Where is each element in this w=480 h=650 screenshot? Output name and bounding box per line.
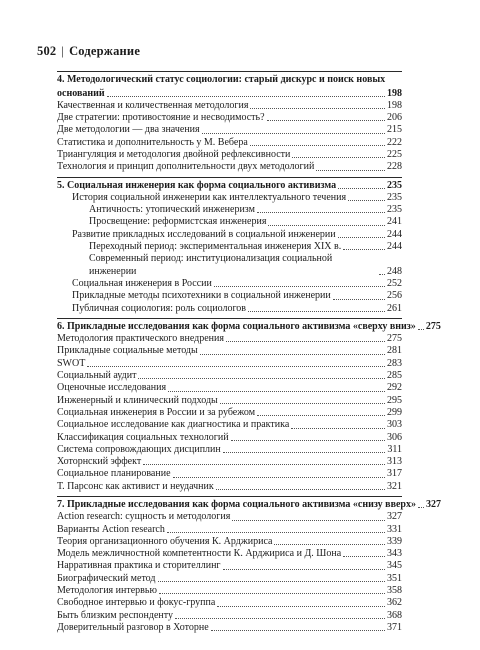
toc-entry[interactable]	[57, 419, 402, 431]
toc-entry[interactable]	[57, 204, 402, 216]
toc-entry[interactable]	[57, 395, 402, 407]
toc-entry-title: История социальной инженерии как интеллектуального течения	[72, 191, 347, 203]
toc-entry-title: Нарративная практика и сторителлинг	[57, 560, 221, 572]
toc-page-number: 313	[387, 456, 402, 468]
toc-page-number: 321	[387, 480, 402, 492]
toc-entry[interactable]	[57, 444, 402, 456]
dot-leader	[248, 311, 385, 312]
toc-entry[interactable]	[57, 100, 402, 112]
toc-page-number: 228	[387, 161, 402, 173]
toc-entry[interactable]	[57, 370, 402, 382]
dot-leader	[202, 133, 385, 134]
toc-entry[interactable]	[57, 622, 402, 634]
dot-leader	[232, 520, 385, 521]
toc-page-number: 285	[387, 370, 402, 382]
toc-page-number: 261	[387, 302, 402, 314]
running-head	[37, 44, 140, 59]
dot-leader	[217, 606, 385, 607]
toc-entry-title: Быть близким респонденту	[57, 609, 174, 621]
toc-entry[interactable]	[57, 407, 402, 419]
dot-leader	[220, 403, 385, 404]
toc-entry-title: Социальная инженерия в России и за рубежом	[57, 406, 256, 418]
dot-leader	[173, 477, 385, 478]
toc-entry[interactable]	[57, 216, 402, 228]
toc-entry-title: Социальное исследование как диагностика и практика	[57, 419, 290, 431]
toc-chapter-section	[57, 71, 402, 174]
toc-page-number: 327	[425, 499, 441, 510]
toc-entry-title: Теория организационного обучения К. Арджириса	[57, 535, 273, 547]
dot-leader	[268, 225, 385, 226]
toc-page-number: 362	[387, 597, 402, 609]
toc-entry[interactable]	[57, 610, 402, 622]
dot-leader	[348, 200, 385, 201]
toc-entry[interactable]	[57, 137, 402, 149]
toc-page-number: 222	[387, 136, 402, 148]
dot-leader	[316, 170, 385, 171]
toc-page-number: 331	[387, 523, 402, 535]
dot-leader	[343, 556, 385, 557]
toc-page-number: 283	[387, 357, 402, 369]
toc-chapter-entry[interactable]	[57, 88, 402, 100]
toc-entry[interactable]	[57, 536, 402, 548]
toc-entry[interactable]	[57, 382, 402, 394]
toc-entry-title: Технология и принцип дополнительности двух методологий	[57, 161, 315, 173]
toc-page-number: 368	[387, 609, 402, 621]
toc-entry-title: Варианты Action research	[57, 523, 165, 535]
toc-page-number: 244	[387, 241, 402, 253]
toc-page-number: 256	[387, 290, 402, 302]
toc-page-number: 206	[387, 112, 402, 124]
toc-entry[interactable]	[57, 192, 402, 204]
toc-entry[interactable]	[57, 548, 402, 560]
dot-leader	[250, 145, 385, 146]
dot-leader	[158, 581, 386, 582]
dot-leader	[200, 354, 385, 355]
toc-entry-title: Классификация социальных технологий	[57, 431, 229, 443]
table-of-contents	[57, 71, 441, 637]
dot-leader	[223, 452, 386, 453]
toc-entry[interactable]	[57, 456, 402, 468]
toc-page-number: 235	[387, 204, 402, 216]
dot-leader	[379, 274, 385, 275]
toc-entry-title: Биографический метод	[57, 572, 156, 584]
toc-chapter-section	[57, 496, 441, 634]
toc-page-number: 215	[387, 124, 402, 136]
toc-entry[interactable]	[57, 124, 402, 136]
dot-leader	[343, 249, 385, 250]
toc-entry[interactable]	[57, 597, 402, 609]
toc-entry[interactable]	[57, 149, 402, 161]
dot-leader	[168, 391, 385, 392]
toc-entry[interactable]	[57, 345, 402, 357]
toc-chapter-section	[57, 177, 402, 315]
toc-entry-title: Триангуляция и методология двойной рефлексивности	[57, 148, 291, 160]
toc-page-number: 241	[387, 216, 402, 228]
toc-entry-title: Модель межличностной компетентности К. Арджириса и Д. Шона	[57, 548, 342, 560]
toc-entry[interactable]	[57, 241, 402, 253]
toc-entry[interactable]	[57, 303, 402, 315]
toc-page-number: 339	[387, 535, 402, 547]
dot-leader	[167, 532, 385, 533]
toc-page-number: 311	[387, 443, 402, 455]
toc-page-number: 281	[387, 345, 402, 357]
dot-leader	[223, 569, 385, 570]
running-title: Содержание	[69, 44, 141, 58]
dot-leader	[211, 630, 385, 631]
toc-entry-title: Просвещение: реформистская инженерия	[89, 216, 267, 228]
toc-page-number: 358	[387, 585, 402, 597]
dot-leader	[333, 299, 385, 300]
toc-entry-title: Качественная и количественная методология	[57, 99, 249, 111]
toc-entry-title: Т. Парсонс как активист и неудачник	[57, 480, 214, 492]
dot-leader	[418, 329, 424, 330]
toc-entry-title: Античность: утопический инженеризм	[89, 204, 255, 216]
dot-leader	[418, 507, 424, 508]
toc-page-number: 275	[387, 333, 402, 345]
toc-entry-title: Оценочные исследования	[57, 382, 167, 394]
toc-page-number: 225	[387, 148, 402, 160]
dot-leader	[257, 212, 385, 213]
toc-entry-title: Социальное планирование	[57, 468, 171, 480]
toc-page-number: 343	[387, 548, 402, 560]
toc-entry-title: Развитие прикладных исследований в социальной инженерии	[72, 228, 336, 240]
toc-entry-title: Хоторнский эффект	[57, 456, 142, 468]
toc-chapter-entry[interactable]	[57, 320, 441, 333]
toc-entry-title: Система сопровождающих дисциплин	[57, 443, 221, 455]
toc-page-number: 275	[425, 320, 441, 332]
toc-entry-title: SWOT	[57, 357, 86, 369]
toc-page-number: 235	[387, 179, 402, 191]
toc-entry-title: Доверительный разговор в Хоторне	[57, 621, 209, 633]
toc-entry-title: Свободное интервью и фокус-группа	[57, 597, 216, 609]
toc-page-number: 248	[387, 265, 402, 277]
dot-leader	[267, 120, 385, 121]
toc-entry-title: Методология интервью	[57, 585, 157, 597]
toc-page-number: 244	[387, 228, 402, 240]
dot-leader	[87, 366, 385, 367]
toc-entry-title: Инженерный и клинический подходы	[57, 394, 218, 406]
dot-leader	[231, 440, 385, 441]
dot-leader	[338, 188, 385, 189]
toc-entry-title: Переходный период: экспериментальная инженерия XIX в.	[89, 241, 342, 253]
toc-entry-title: оснований	[57, 87, 105, 99]
dot-leader	[175, 618, 385, 619]
toc-page-number: 303	[387, 419, 402, 431]
toc-entry-title: Две методологии — два значения	[57, 124, 200, 136]
dot-leader	[159, 593, 385, 594]
toc-page-number: 198	[387, 99, 402, 111]
toc-entry-title: Публичная социология: роль социологов	[72, 302, 247, 314]
toc-page-number: 371	[387, 621, 402, 633]
toc-entry[interactable]	[57, 560, 402, 572]
dot-leader	[250, 108, 385, 109]
toc-entry-title: Методология практического внедрения	[57, 333, 224, 345]
toc-page-number: 252	[387, 277, 402, 289]
toc-entry-title: Прикладные социальные методы	[57, 345, 198, 357]
dot-leader	[291, 428, 385, 429]
toc-entry-title: Социальная инженерия в России	[72, 277, 212, 289]
toc-page-number: 198	[387, 87, 402, 99]
toc-entry[interactable]	[57, 112, 402, 124]
toc-entry[interactable]	[57, 511, 402, 523]
toc-entry-title: Социальный аудит	[57, 370, 137, 382]
dot-leader	[107, 96, 385, 97]
toc-entry[interactable]	[57, 161, 402, 173]
toc-chapter-section	[57, 318, 441, 493]
toc-entry-title: Action research: сущность и методология	[57, 511, 231, 523]
dot-leader	[216, 489, 385, 490]
toc-chapter-entry[interactable]	[57, 499, 441, 511]
toc-entry-title: Две стратегии: противостояние и несводимость?	[57, 112, 265, 124]
toc-page-number: 235	[387, 191, 402, 203]
toc-entry[interactable]	[57, 278, 402, 290]
toc-entry[interactable]	[57, 585, 402, 597]
page-number: 502	[37, 44, 57, 58]
dot-leader	[257, 415, 385, 416]
toc-chapter-entry[interactable]	[57, 180, 402, 192]
dot-leader	[338, 237, 385, 238]
toc-page-number: 345	[387, 560, 402, 572]
toc-entry[interactable]	[57, 358, 402, 370]
toc-entry[interactable]	[57, 481, 402, 493]
dot-leader	[292, 157, 385, 158]
toc-page-number: 295	[387, 394, 402, 406]
toc-page-number: 299	[387, 406, 402, 418]
toc-entry[interactable]	[57, 229, 402, 241]
toc-entry-title: 6. Прикладные исследования как форма социального активизма «сверху вниз»	[57, 320, 416, 332]
toc-page-number: 292	[387, 382, 402, 394]
dot-leader	[138, 378, 385, 379]
toc-entry-title: Современный период: институционализация социальной инженерии	[89, 253, 333, 277]
toc-entry-title: Прикладные методы психотехники в социальной инженерии	[72, 290, 331, 302]
toc-page-number: 327	[387, 511, 402, 523]
toc-entry-title: Статистика и дополнительность у М. Вебера	[57, 136, 248, 148]
toc-page-number: 317	[387, 468, 402, 480]
toc-entry[interactable]	[57, 290, 402, 302]
toc-chapter-title[interactable]: 4. Методологический статус социологии: старый дискурс и поиск новых	[57, 74, 386, 85]
toc-entry[interactable]	[57, 432, 402, 444]
toc-entry[interactable]	[57, 524, 402, 536]
toc-page-number: 351	[387, 572, 402, 584]
dot-leader	[274, 544, 385, 545]
header-separator: |	[61, 44, 65, 58]
toc-entry[interactable]	[57, 253, 402, 278]
toc-entry[interactable]	[57, 333, 402, 345]
toc-entry-title: 7. Прикладные исследования как форма социального активизма «снизу вверх»	[57, 499, 416, 510]
toc-page-number: 306	[387, 431, 402, 443]
toc-entry[interactable]	[57, 573, 402, 585]
dot-leader	[214, 286, 385, 287]
dot-leader	[226, 341, 385, 342]
toc-entry[interactable]	[57, 468, 402, 480]
dot-leader	[143, 464, 385, 465]
toc-entry-title: 5. Социальная инженерия как форма социального активизма	[57, 179, 337, 191]
